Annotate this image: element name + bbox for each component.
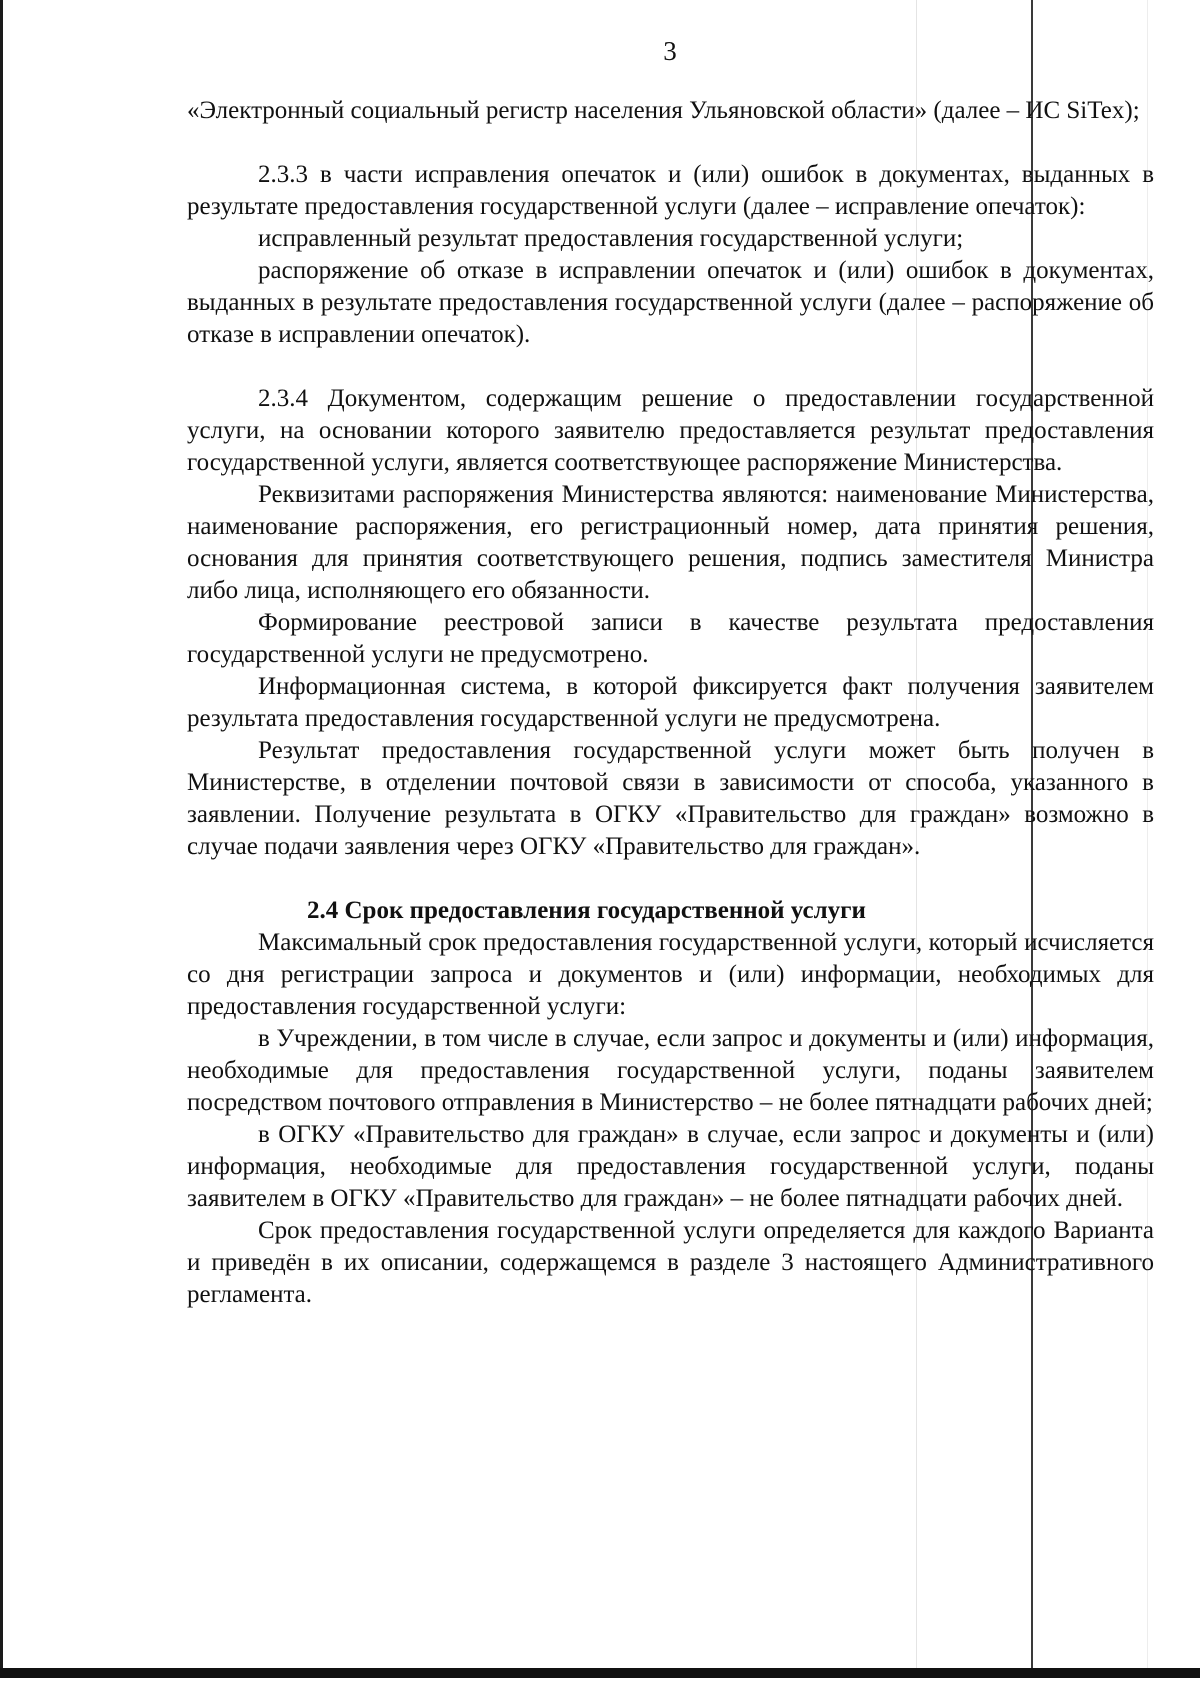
paragraph: Реквизитами распоряжения Министерства являются: наименование Министерства, наименование распоряжения, его регистрационный номер, дата принятия решения, основания для принятия соответствующего решения, подпись заместителя Министра либо лица, исполняющего его обязанности. [187,481,1154,604]
paragraph: Срок предоставления государственной услуги определяется для каждого Варианта и приведён в их описании, содержащемся в разделе 3 настоящего Административного регламента. [187,1217,1154,1308]
paragraph: распоряжение об отказе в исправлении опечаток и (или) ошибок в документах, выданных в результате предоставления государственной услуги (далее – распоряжение об отказе в исправлении опечаток). [187,257,1154,348]
paragraph: Максимальный срок предоставления государственной услуги, который исчисляется со дня регистрации запроса и документов и (или) информации, необходимых для предоставления государственной услуги: [187,929,1154,1020]
paragraph: Результат предоставления государственной услуги может быть получен в Министерстве, в отделении почтовой связи в зависимости от способа, указанного в заявлении. Получение результата в ОГКУ «Правительство для граждан» возможно в случае подачи заявления через ОГКУ «Правительство для граждан». [187,737,1154,860]
page-number: 3 [663,36,677,66]
document-body [187,95,1154,1311]
scan-border-bottom [0,1668,1200,1678]
paragraph: в ОГКУ «Правительство для граждан» в случае, если запрос и документы и (или) информация, необходимые для предоставления государственной услуги, поданы заявителем в ОГКУ «Правительство для граждан» – не более пятнадцати рабочих дней. [187,1121,1154,1212]
paragraph: исправленный результат предоставления государственной услуги; [258,225,964,252]
paragraph: Информационная система, в которой фиксируется факт получения заявителем результата предоставления государственной услуги не предусмотрена. [187,673,1154,732]
paragraph: в Учреждении, в том числе в случае, если запрос и документы и (или) информация, необходимые для предоставления государственной услуги, поданы заявителем посредством почтового отправления в Министерство – не более пятнадцати рабочих дней; [187,1025,1154,1116]
paragraph: «Электронный социальный регистр населения Ульяновской области» (далее – ИС SiTex); [187,97,1140,124]
paragraph: Формирование реестровой записи в качестве результата предоставления государственной услуги не предусмотрено. [187,609,1154,668]
paragraph: 2.3.4 Документом, содержащим решение о предоставлении государственной услуги, на основании которого заявителю предоставляется результат предоставления государственной услуги, является соответствующее распоряжение Министерства. [187,385,1154,476]
scan-border-left [0,0,3,1672]
paragraph: 2.3.3 в части исправления опечаток и (или) ошибок в документах, выданных в результате предоставления государственной услуги (далее – исправление опечаток): [187,161,1154,220]
section-heading: 2.4 Срок предоставления государственной услуги [307,897,866,924]
